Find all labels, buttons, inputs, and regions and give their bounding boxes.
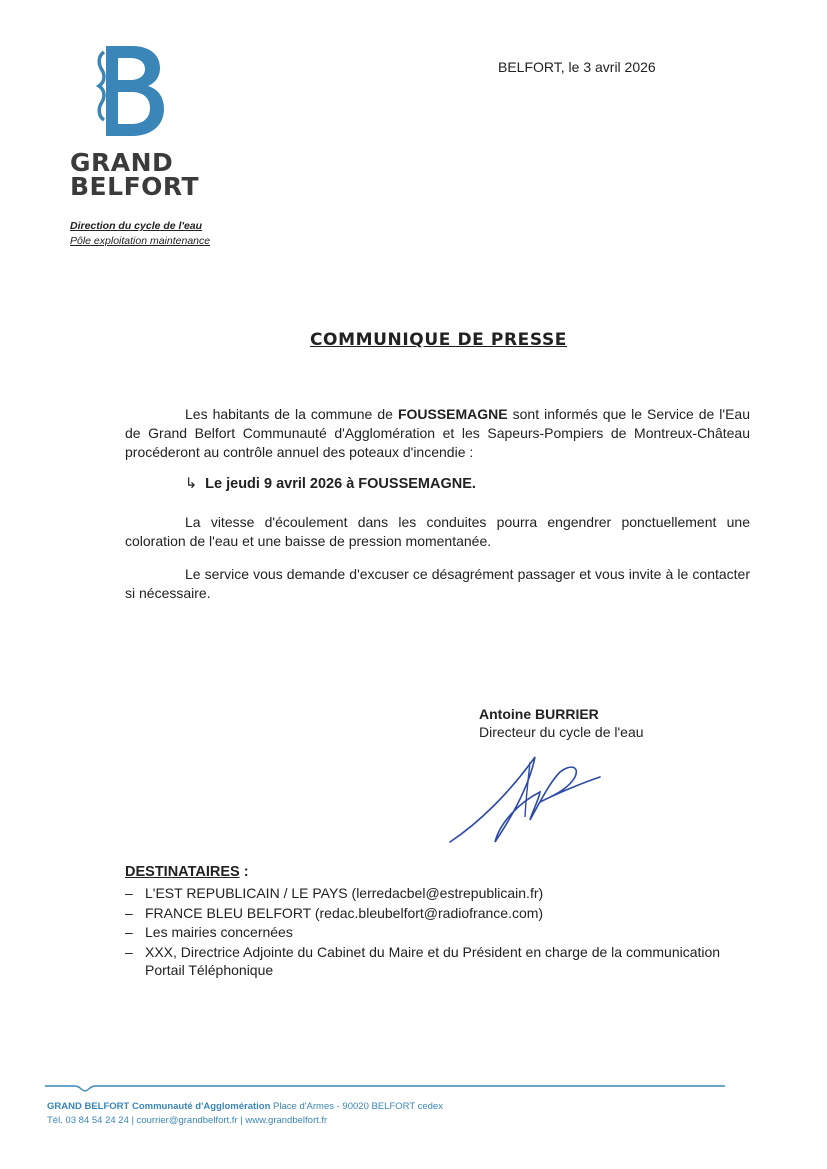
footer-address [47, 1101, 443, 1112]
handwritten-signature-icon [440, 742, 610, 862]
list-item [125, 904, 720, 924]
list-item [125, 884, 720, 904]
recipients-list [125, 884, 720, 962]
recipients-heading-colon: : [239, 864, 249, 880]
commune-name: FOUSSEMAGNE [397, 406, 508, 422]
recipient-text: Les mairies concernées [145, 924, 293, 940]
intro-text-end: sont informés que le Service de l'Eau de Grand Belfort Communauté d'Agglomération et les Sapeurs-Pompiers de Montreux-Château procéderont au contrôle annuel des poteaux d'incendie : [125, 406, 750, 460]
paragraph-apology [125, 565, 750, 603]
dash-bullet: – [125, 885, 133, 901]
signatory-first-name: Antoine [479, 706, 532, 722]
signatory-title: Directeur du cycle de l'eau [479, 724, 644, 740]
list-item [125, 923, 720, 943]
recipients-heading-text: DESTINATAIRES [125, 864, 240, 880]
recipient-extra: Portail Téléphonique [145, 962, 274, 978]
recipient-text: FRANCE BLEU BELFORT (redac.bleubelfort@radiofrance.com) [145, 904, 544, 921]
event-date: Le jeudi 9 avril 2026 à FOUSSEMAGNE. [205, 476, 476, 492]
logo-text-grand: GRAND [70, 148, 174, 177]
effects-text: La vitesse d'écoulement dans les conduites pourra engendrer ponctuellement une coloration de l'eau et une baisse de pression momentanée. [125, 514, 750, 549]
dash-bullet: – [125, 924, 133, 940]
arrow-icon: ↳ [185, 476, 198, 492]
signatory-name [479, 706, 599, 722]
signatory-last-name: BURRIER [535, 706, 599, 722]
recipient-text: XXX, Directrice Adjointe du Cabinet du Maire et du Président en charge de la communication [145, 943, 721, 960]
recipient-text: L'EST REPUBLICAIN / LE PAYS (lerredacbel@estrepublicain.fr) [145, 885, 544, 901]
footer-street: Place d'Armes - 90020 BELFORT cedex [270, 1101, 443, 1112]
grand-belfort-logo-icon [92, 42, 170, 140]
sub-department-name: Pôle exploitation maintenance [70, 235, 211, 247]
date-line: BELFORT, le 3 avril 2026 [498, 59, 656, 75]
document-title: COMMUNIQUE DE PRESSE [309, 330, 568, 350]
event-date-line [185, 476, 476, 492]
apology-text: Le service vous demande d'excuser ce désagrément passager et vous invite à le contacter si nécessaire. [125, 566, 750, 601]
dash-bullet: – [125, 904, 133, 921]
department-name: Direction du cycle de l'eau [70, 220, 203, 232]
footer-wave-divider [45, 1080, 725, 1092]
logo-text-belfort: BELFORT [70, 172, 200, 201]
intro-text-start: Les habitants de la commune de [185, 406, 398, 422]
recipients-heading [125, 864, 249, 880]
paragraph-intro [125, 405, 750, 462]
list-item [125, 943, 720, 963]
footer-contact: Tél. 03 84 54 24 24 | courrier@grandbelfort.fr | www.grandbelfort.fr [47, 1115, 328, 1126]
footer-org: GRAND BELFORT Communauté d'Agglomération [47, 1101, 271, 1112]
dash-bullet: – [125, 943, 133, 960]
paragraph-effects [125, 513, 750, 551]
